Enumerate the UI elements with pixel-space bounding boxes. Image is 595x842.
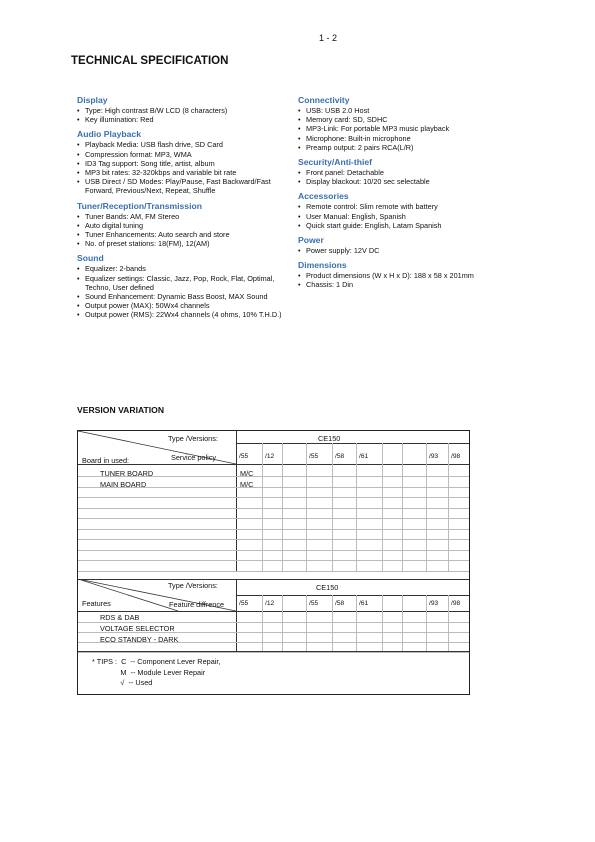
section-heading: Dimensions xyxy=(298,260,347,271)
spec-column-right xyxy=(298,95,513,295)
board-in-used-label: Board in used: xyxy=(82,456,130,465)
grid-line xyxy=(78,652,469,653)
spec-section xyxy=(298,157,513,186)
spec-list xyxy=(298,246,513,255)
section-heading: Security/Anti-thief xyxy=(298,157,373,168)
board-name: TUNER BOARD xyxy=(100,469,154,478)
grid-line xyxy=(236,579,237,651)
grid-line xyxy=(78,539,469,540)
spec-item: • Playback Media: USB flash drive, SD Card xyxy=(77,140,292,149)
version-code: /12 xyxy=(265,600,275,607)
spec-item: • Product dimensions (W x H x D): 188 x 58 x 201mm xyxy=(298,271,513,280)
spec-item: • Key illumination: Red xyxy=(77,115,292,124)
spec-list xyxy=(77,212,292,249)
spec-item: • Output power (RMS): 22Wx4 channels (4 ohms, 10% T.H.D.) xyxy=(77,310,292,319)
spec-list xyxy=(77,106,292,124)
version-code: /55 xyxy=(239,600,249,607)
version-code: /61 xyxy=(359,453,369,460)
spec-item: • Equalizer: 2-bands xyxy=(77,264,292,273)
spec-item: • Output power (MAX): 50Wx4 channels xyxy=(77,301,292,310)
version-code: /55 xyxy=(309,453,319,460)
spec-item: • USB Direct / SD Modes: Play/Pause, Fast Backward/Fast Forward, Previous/Next, Repeat, Shuffle xyxy=(77,177,292,195)
feature-difference-label: Feature diffrence xyxy=(169,600,225,609)
version-code: /98 xyxy=(451,600,461,607)
grid-line xyxy=(78,651,469,652)
spec-list xyxy=(298,271,513,289)
spec-section xyxy=(298,235,513,255)
spec-item: • Sound Enhancement: Dynamic Bass Boost, MAX Sound xyxy=(77,292,292,301)
version-code: /55 xyxy=(309,600,319,607)
grid-line xyxy=(78,550,469,551)
section-heading: Display xyxy=(77,95,108,105)
board-name: MAIN BOARD xyxy=(100,480,147,489)
grid-line xyxy=(236,443,469,444)
section-heading: Tuner/Reception/Transmission xyxy=(77,200,202,211)
version-code: /93 xyxy=(429,600,439,607)
type-versions-label: Type /Versions: xyxy=(168,581,218,590)
spec-item: • MP3 bit rates: 32-320kbps and variable bit rate xyxy=(77,168,292,177)
grid-line xyxy=(78,508,469,509)
spec-item: • Power supply: 12V DC xyxy=(298,246,513,255)
spec-section xyxy=(298,260,513,289)
spec-item: • No. of preset stations: 18(FM), 12(AM) xyxy=(77,239,292,248)
section-heading: Audio Playback xyxy=(77,129,141,140)
tips-legend xyxy=(92,657,220,689)
spec-item: • User Manual: English, Spanish xyxy=(298,212,513,221)
version-variation-table xyxy=(77,430,470,695)
spec-item: • Tuner Enhancements: Auto search and store xyxy=(77,230,292,239)
feature-name: RDS & DAB xyxy=(100,613,140,622)
spec-item: • Tuner Bands: AM, FM Stereo xyxy=(77,212,292,221)
version-variation-title: VERSION VARIATION xyxy=(77,405,165,415)
spec-item: • Compression format: MP3, WMA xyxy=(77,150,292,159)
spec-item: • Quick start guide: English, Latam Spanish xyxy=(298,221,513,230)
section-heading: Accessories xyxy=(298,191,349,202)
tips-line: √ -- Used xyxy=(92,678,153,687)
spec-column-left xyxy=(77,95,292,325)
spec-item: • Type: High contrast B/W LCD (8 characters) xyxy=(77,106,292,115)
grid-line xyxy=(78,622,469,623)
section-heading: Connectivity xyxy=(298,95,350,105)
page-number: 1 - 2 xyxy=(319,33,338,43)
spec-section xyxy=(77,129,292,195)
spec-item: • Chassis: 1 Din xyxy=(298,280,513,289)
spec-item: • Equalizer settings: Classic, Jazz, Pop, Rock, Flat, Optimal, Techno, User defined xyxy=(77,274,292,292)
spec-item: • USB: USB 2.0 Host xyxy=(298,106,513,115)
spec-list xyxy=(298,106,513,152)
tips-line: * TIPS : C -- Component Lever Repair, xyxy=(92,657,221,666)
spec-item: • Remote control: Slim remote with battery xyxy=(298,202,513,211)
version-code: /12 xyxy=(265,453,275,460)
spec-list xyxy=(298,202,513,230)
spec-item: • Preamp output: 2 pairs RCA(L/R) xyxy=(298,143,513,152)
service-policy-value: M/C xyxy=(240,469,254,478)
grid-line xyxy=(78,560,469,561)
spec-item: • ID3 Tag support: Song title, artist, album xyxy=(77,159,292,168)
model-label: CE150 xyxy=(318,434,341,443)
version-code: /61 xyxy=(359,600,369,607)
spec-section xyxy=(298,95,513,152)
feature-name: VOLTAGE SELECTOR xyxy=(100,624,175,633)
spec-item: • Display blackout: 10/20 sec selectable xyxy=(298,177,513,186)
spec-section xyxy=(298,191,513,230)
tips-line: M -- Module Lever Repair xyxy=(92,667,206,677)
section-heading: Power xyxy=(298,235,324,246)
type-versions-label: Type /Versions: xyxy=(168,434,218,443)
features-label: Features xyxy=(82,599,111,608)
model-label: CE150 xyxy=(316,583,339,592)
spec-item: • Auto digital tuning xyxy=(77,221,292,230)
grid-line xyxy=(78,529,469,530)
spec-list xyxy=(77,264,292,319)
spec-item: • Microphone: Built-in microphone xyxy=(298,134,513,143)
grid-line xyxy=(236,595,469,596)
spec-section xyxy=(77,95,292,124)
version-code: /55 xyxy=(239,453,249,460)
spec-item: • Front panel: Detachable xyxy=(298,168,513,177)
feature-name: ECO STANDBY - DARK xyxy=(100,635,179,644)
service-policy-value: M/C xyxy=(240,480,254,489)
spec-item: • Memory card: SD, SDHC xyxy=(298,115,513,124)
spec-section xyxy=(77,253,292,319)
version-code: /58 xyxy=(335,600,345,607)
section-heading: Sound xyxy=(77,253,104,264)
version-code: /93 xyxy=(429,453,439,460)
spec-list xyxy=(298,168,513,186)
grid-line xyxy=(78,518,469,519)
version-code: /58 xyxy=(335,453,345,460)
page-title: TECHNICAL SPECIFICATION xyxy=(71,55,229,67)
service-policy-label: Service policy xyxy=(171,453,217,462)
spec-list xyxy=(77,140,292,195)
grid-line xyxy=(78,497,469,498)
spec-section xyxy=(77,201,292,249)
version-code: /98 xyxy=(451,453,461,460)
grid-line xyxy=(78,571,469,572)
spec-item: • MP3-Link: For portable MP3 music playback xyxy=(298,124,513,133)
